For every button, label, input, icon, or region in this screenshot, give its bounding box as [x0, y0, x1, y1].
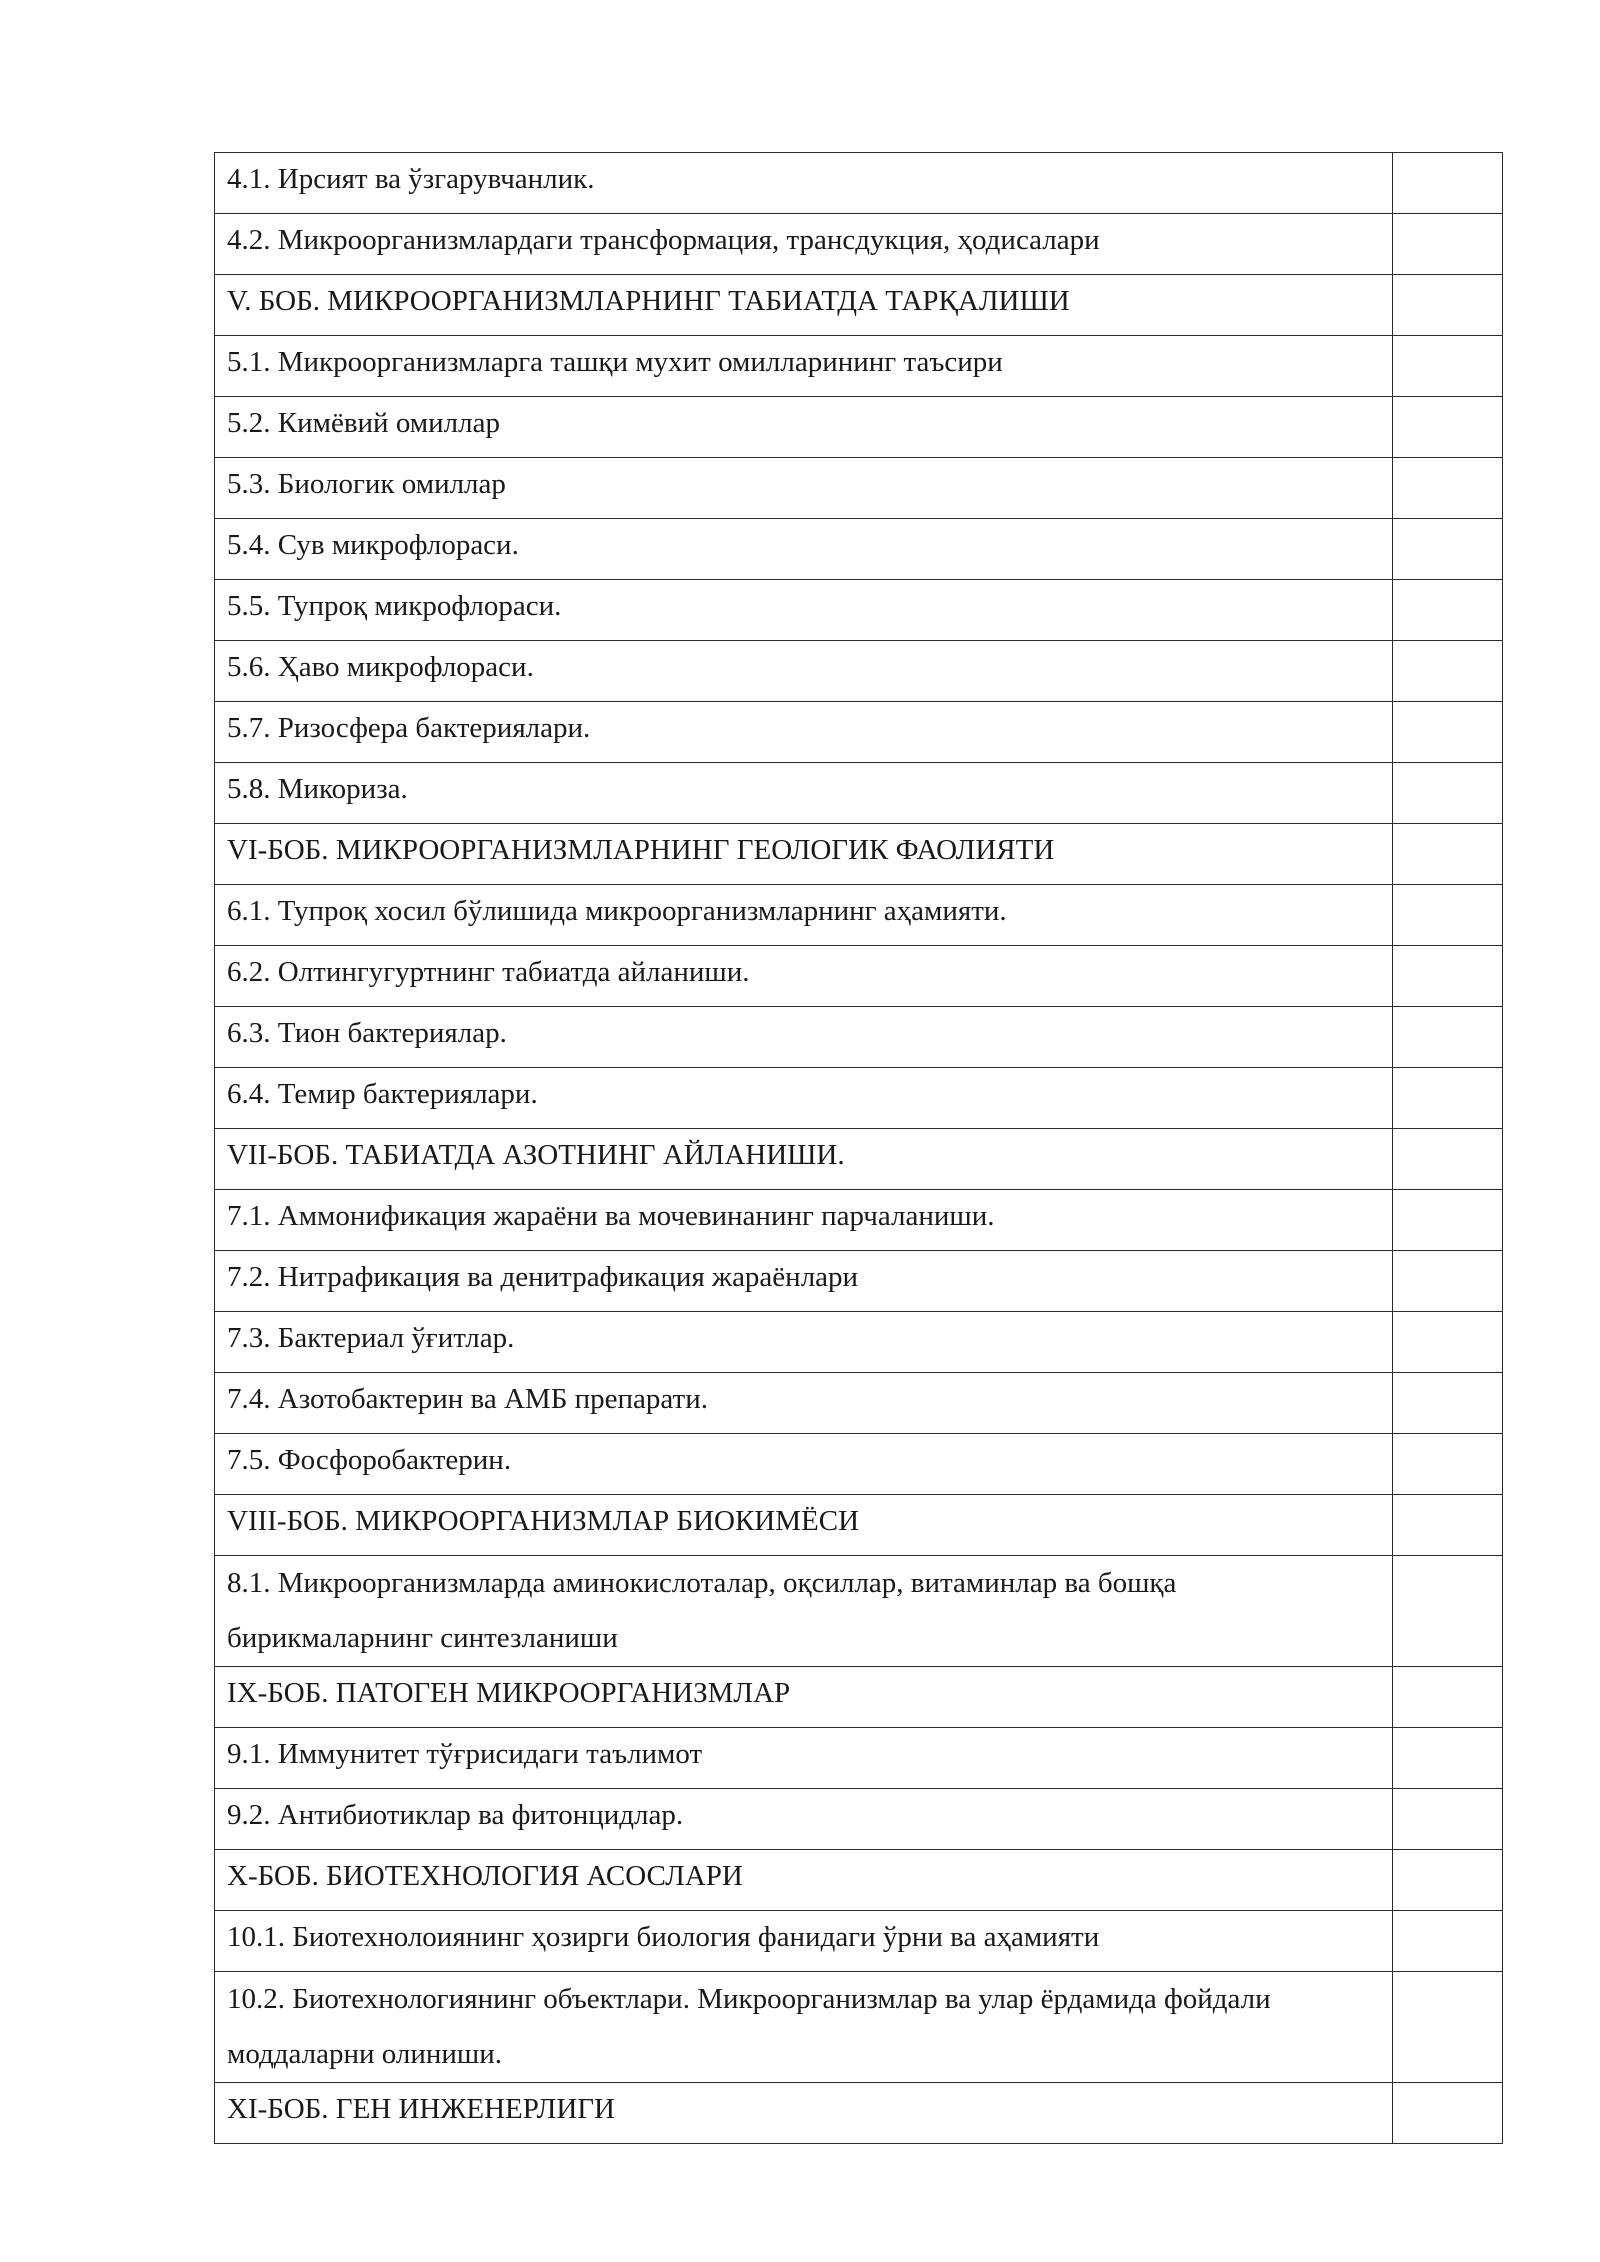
toc-entry-page [1393, 336, 1503, 397]
toc-entry-page [1393, 1495, 1503, 1556]
table-row [215, 702, 1503, 763]
toc-entry-page [1393, 214, 1503, 275]
toc-entry-title [215, 946, 1393, 1007]
table-row [215, 1251, 1503, 1312]
table-row [215, 1434, 1503, 1495]
table-row [215, 397, 1503, 458]
toc-entry-page [1393, 1434, 1503, 1495]
toc-entry-text: 6.2. Олтингугуртнинг табиатда айланиши. [227, 956, 750, 988]
toc-entry-page [1393, 153, 1503, 214]
toc-entry-text: 7.2. Нитрафикация ва денитрафикация жараёнлари [227, 1261, 859, 1293]
toc-entry-text: V. БОБ. МИКРООРГАНИЗМЛАРНИНГ ТАБИАТДА ТАРҚАЛИШИ [227, 285, 1070, 317]
toc-entry-title [215, 458, 1393, 519]
table-row [215, 2083, 1503, 2144]
table-row [215, 519, 1503, 580]
toc-entry-title [215, 336, 1393, 397]
toc-entry-text: 9.1. Иммунитет тўғрисидаги таълимот [227, 1738, 703, 1770]
toc-entry-page [1393, 2083, 1503, 2144]
toc-entry-title [215, 1190, 1393, 1251]
toc-entry-title [215, 397, 1393, 458]
table-row [215, 1373, 1503, 1434]
table-row [215, 946, 1503, 1007]
toc-entry-page [1393, 580, 1503, 641]
toc-entry-title [215, 1495, 1393, 1556]
toc-entry-page [1393, 275, 1503, 336]
toc-entry-text: 10.1. Биотехнолоиянинг ҳозирги биология фанидаги ўрни ва аҳамияти [227, 1921, 1100, 1953]
toc-entry-text: 7.3. Бактериал ўғитлар. [227, 1322, 515, 1354]
toc-entry-title [215, 153, 1393, 214]
toc-entry-text: 6.3. Тион бактериялар. [227, 1017, 507, 1049]
toc-entry-text: 10.2. Биотехнологиянинг объектлари. Микроорганизмлар ва улар ёрдамида фойдали моддаларни олиниши. [227, 1983, 1271, 2070]
toc-entry-page [1393, 1312, 1503, 1373]
toc-entry-text: 7.4. Азотобактерин ва АМБ препарати. [227, 1383, 708, 1415]
table-row [215, 1556, 1503, 1667]
table-row [215, 214, 1503, 275]
toc-entry-title [215, 580, 1393, 641]
toc-entry-page [1393, 1556, 1503, 1667]
table-row [215, 153, 1503, 214]
toc-entry-page [1393, 1129, 1503, 1190]
toc-entry-title [215, 1068, 1393, 1129]
table-row [215, 641, 1503, 702]
table-row [215, 1190, 1503, 1251]
table-row [215, 275, 1503, 336]
table-row [215, 1312, 1503, 1373]
table-row [215, 580, 1503, 641]
toc-entry-page [1393, 1789, 1503, 1850]
toc-entry-title [215, 1556, 1393, 1667]
toc-entry-title [215, 1007, 1393, 1068]
toc-entry-page [1393, 885, 1503, 946]
toc-entry-page [1393, 1190, 1503, 1251]
toc-body [215, 153, 1503, 2144]
toc-entry-title [215, 824, 1393, 885]
table-row [215, 1789, 1503, 1850]
table-of-contents [214, 152, 1503, 2144]
toc-entry-text: X-БОБ. БИОТЕХНОЛОГИЯ АСОСЛАРИ [227, 1860, 743, 1892]
toc-entry-text: 7.5. Фосфоробактерин. [227, 1444, 512, 1476]
table-row [215, 1129, 1503, 1190]
table-row [215, 1972, 1503, 2083]
toc-entry-title [215, 1911, 1393, 1972]
toc-entry-page [1393, 946, 1503, 1007]
toc-entry-text: 8.1. Микроорганизмларда аминокислоталар, оқсиллар, витаминлар ва бошқа бирикмаларнинг синтезланиши [227, 1567, 1177, 1654]
toc-entry-page [1393, 397, 1503, 458]
table-row [215, 1068, 1503, 1129]
table-row [215, 1667, 1503, 1728]
toc-entry-page [1393, 1373, 1503, 1434]
toc-entry-text: 5.5. Тупроқ микрофлораси. [227, 590, 562, 622]
toc-entry-page [1393, 1251, 1503, 1312]
toc-entry-page [1393, 702, 1503, 763]
toc-entry-text: IX-БОБ. ПАТОГЕН МИКРООРГАНИЗМЛАР [227, 1677, 791, 1709]
toc-entry-page [1393, 519, 1503, 580]
toc-entry-text: VII-БОБ. ТАБИАТДА АЗОТНИНГ АЙЛАНИШИ. [227, 1139, 845, 1171]
toc-entry-text: VI-БОБ. МИКРООРГАНИЗМЛАРНИНГ ГЕОЛОГИК ФАОЛИЯТИ [227, 834, 1055, 866]
toc-entry-title [215, 275, 1393, 336]
toc-entry-text: 5.6. Ҳаво микрофлораси. [227, 651, 534, 683]
toc-entry-page [1393, 458, 1503, 519]
toc-entry-text: 6.4. Темир бактериялари. [227, 1078, 538, 1110]
toc-entry-title [215, 1972, 1393, 2083]
table-row [215, 824, 1503, 885]
toc-entry-page [1393, 1850, 1503, 1911]
toc-entry-text: 5.4. Сув микрофлораси. [227, 529, 519, 561]
table-row [215, 336, 1503, 397]
toc-entry-text: 5.8. Микориза. [227, 773, 408, 805]
toc-entry-title [215, 885, 1393, 946]
toc-entry-text: 7.1. Аммонификация жараёни ва мочевинанинг парчаланиши. [227, 1200, 995, 1232]
toc-entry-title [215, 214, 1393, 275]
toc-entry-text: 5.1. Микроорганизмларга ташқи мухит омилларининг таъсири [227, 346, 1003, 378]
table-row [215, 1495, 1503, 1556]
table-row [215, 1007, 1503, 1068]
toc-entry-page [1393, 763, 1503, 824]
table-row [215, 1911, 1503, 1972]
toc-entry-title [215, 1850, 1393, 1911]
toc-entry-page [1393, 824, 1503, 885]
toc-entry-text: 5.3. Биологик омиллар [227, 468, 506, 500]
toc-entry-text: 6.1. Тупроқ хосил бўлишида микроорганизмларнинг аҳамияти. [227, 895, 1007, 927]
toc-entry-title [215, 1373, 1393, 1434]
toc-entry-text: 4.2. Микроорганизмлардаги трансформация, трансдукция, ҳодисалари [227, 224, 1100, 256]
toc-entry-title [215, 1129, 1393, 1190]
toc-entry-text: 4.1. Ирсият ва ўзгарувчанлик. [227, 163, 595, 195]
toc-entry-title [215, 702, 1393, 763]
table-row [215, 1728, 1503, 1789]
toc-entry-page [1393, 1728, 1503, 1789]
toc-entry-title [215, 1434, 1393, 1495]
toc-entry-text: XI-БОБ. ГЕН ИНЖЕНЕРЛИГИ [227, 2093, 615, 2125]
toc-entry-title [215, 1312, 1393, 1373]
toc-entry-page [1393, 1911, 1503, 1972]
toc-entry-title [215, 1667, 1393, 1728]
toc-entry-title [215, 641, 1393, 702]
toc-entry-text: VIII-БОБ. МИКРООРГАНИЗМЛАР БИОКИМЁСИ [227, 1505, 860, 1537]
toc-entry-text: 5.7. Ризосфера бактериялари. [227, 712, 591, 744]
toc-entry-title [215, 1728, 1393, 1789]
toc-entry-title [215, 519, 1393, 580]
toc-entry-title [215, 1789, 1393, 1850]
table-row [215, 1850, 1503, 1911]
toc-entry-title [215, 763, 1393, 824]
table-row [215, 885, 1503, 946]
toc-entry-page [1393, 1972, 1503, 2083]
toc-entry-page [1393, 1007, 1503, 1068]
toc-entry-title [215, 2083, 1393, 2144]
table-row [215, 458, 1503, 519]
table-row [215, 763, 1503, 824]
toc-entry-text: 9.2. Антибиотиклар ва фитонцидлар. [227, 1799, 684, 1831]
toc-entry-page [1393, 641, 1503, 702]
toc-entry-text: 5.2. Кимёвий омиллар [227, 407, 500, 439]
toc-entry-page [1393, 1068, 1503, 1129]
toc-entry-page [1393, 1667, 1503, 1728]
toc-entry-title [215, 1251, 1393, 1312]
